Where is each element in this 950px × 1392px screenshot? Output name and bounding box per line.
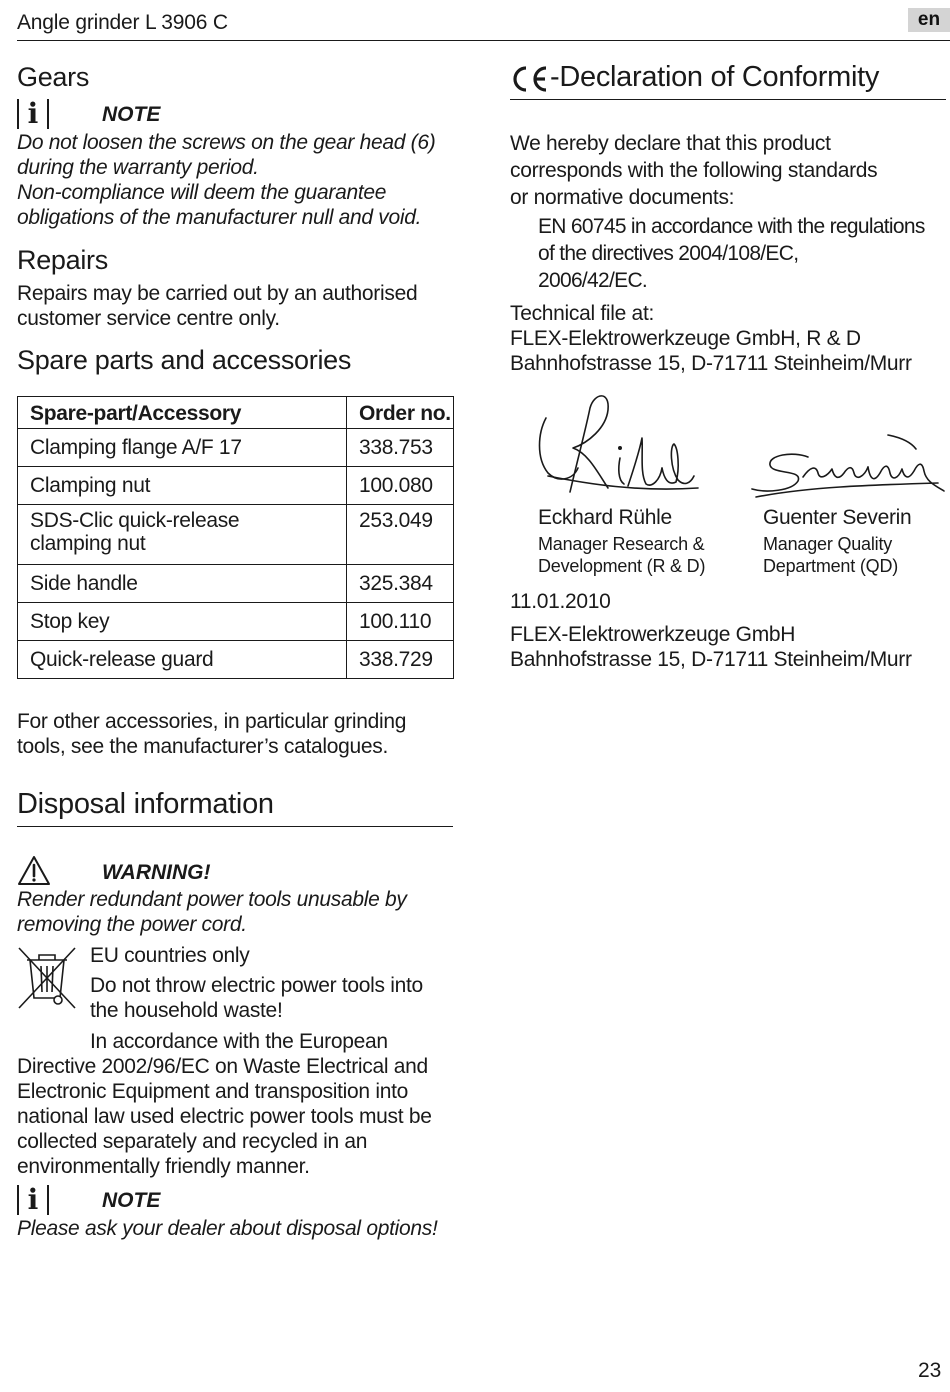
info-icon: i [17,99,49,129]
order-cell: 338.753 [347,429,454,467]
crossed-bin-icon [17,946,77,1017]
accessories-footnote: For other accessories, in particular grinding tools, see the manufacturer’s catalogues. [17,710,407,758]
repairs-text: Repairs may be carried out by an authorised customer service centre only. [17,282,418,330]
company-address: FLEX-Elektrowerkzeuge GmbH Bahnhofstrasse 15, D-71711 Steinheim/Murr [510,623,912,671]
signature-severin [748,425,948,505]
order-cell: 100.080 [347,467,454,505]
disposal-heading: Disposal information [17,788,274,820]
info-icon: i [17,1185,49,1215]
warning-text: Render redundant power tools unusable by removing the power cord. [17,888,407,936]
warning-label: WARNING! [102,861,211,884]
declaration-heading-rule [510,99,946,100]
technical-file: Technical file at: FLEX-Elektrowerkzeuge GmbH, R & D Bahnhofstrasse 15, D-71711 Steinheim/Murr [510,302,912,375]
declaration-date: 11.01.2010 [510,590,611,613]
column-header-part: Spare-part/Accessory [18,397,347,429]
order-cell: 100.110 [347,603,454,641]
ce-mark-icon [510,64,550,99]
disposal-note-label: NOTE [102,1189,161,1212]
table-header-row [18,397,454,429]
disposal-note-text: Please ask your dealer about disposal options! [17,1217,438,1240]
order-cell: 338.729 [347,641,454,679]
spare-parts-heading: Spare parts and accessories [17,345,352,375]
declaration-heading: -Declaration of Conformity [550,61,880,93]
page-header-title: Angle grinder L 3906 C [17,11,228,34]
order-cell: 325.384 [347,565,454,603]
table-row [18,641,454,679]
gears-note-text: Do not loosen the screws on the gear head (6) during the warranty period. Non-compliance will deem the guarantee obligations of the manufacturer null and void. [17,131,436,229]
part-cell: Clamping nut [18,467,347,505]
spare-parts-table [17,396,454,679]
signer1-name: Eckhard Rühle [538,506,672,529]
table-row [18,429,454,467]
gears-heading: Gears [17,62,90,92]
part-cell: Stop key [18,603,347,641]
signer1-role: Manager Research & Development (R & D) [538,534,706,576]
table-row [18,603,454,641]
signer2-name: Guenter Severin [763,506,912,529]
do-not-throw-text: Do not throw electric power tools into the household waste! [90,974,423,1022]
header-divider [17,40,950,41]
disposal-heading-rule [17,826,453,827]
repairs-heading: Repairs [17,245,108,275]
table-row [18,467,454,505]
column-header-order: Order no. [347,397,454,429]
page-number: 23 [918,1359,942,1382]
table-row [18,505,454,565]
declaration-standards: EN 60745 in accordance with the regulations of the directives 2004/108/EC, 2006/42/EC. [538,215,925,292]
part-cell: Clamping flange A/F 17 [18,429,347,467]
order-cell: 253.049 [347,505,454,565]
table-row [18,565,454,603]
gears-note-label: NOTE [102,103,161,126]
part-cell: Side handle [18,565,347,603]
part-cell: SDS-Clic quick-release clamping nut [18,505,347,565]
part-cell: Quick-release guard [18,641,347,679]
directive-text: In accordance with the European Directive 2002/96/EC on Waste Electrical and Electronic Equipment and transposition into national law used electric power tools must be collected separately and recycled in an environmentally friendly manner. [17,1030,432,1178]
language-badge: en [908,8,950,32]
eu-countries-text: EU countries only [90,944,250,967]
signer2-role: Manager Quality Department (QD) [763,534,899,576]
signature-ruehle [528,388,708,508]
declaration-intro: We hereby declare that this product corresponds with the following standards or normative documents: [510,132,878,209]
